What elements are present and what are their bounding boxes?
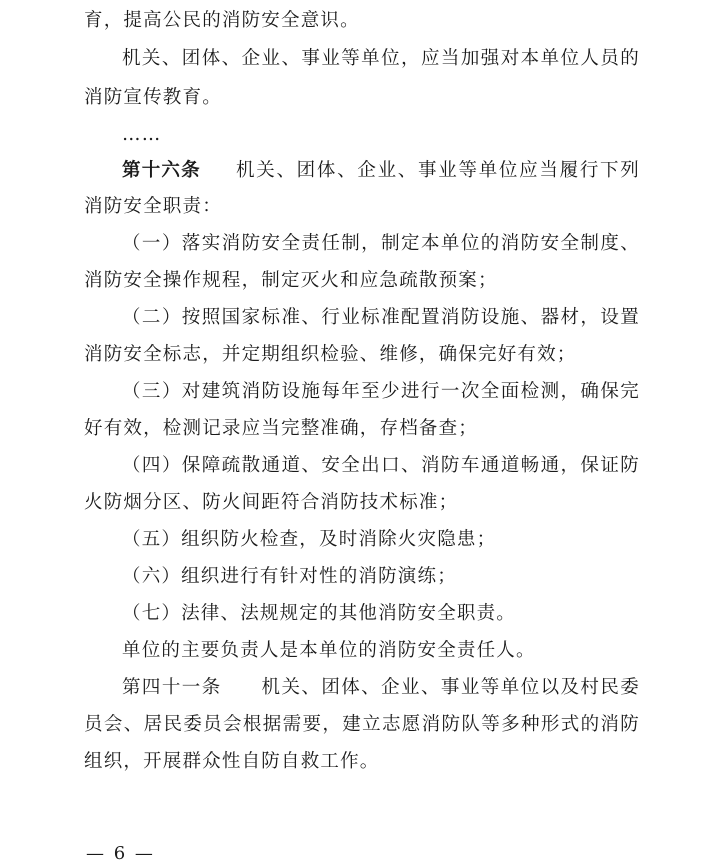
item-1-line-2: 消防安全操作规程，制定灭火和应急疏散预案； [84, 270, 498, 291]
article-16-text: 机关、团体、企业、事业等单位应当履行下列 [236, 160, 640, 181]
item-7: （七）法律、法规规定的其他消防安全职责。 [122, 603, 517, 624]
item-6: （六）组织进行有针对性的消防演练； [122, 566, 457, 587]
text-line-2: 机关、团体、企业、事业等单位，应当加强对本单位人员的 [122, 48, 640, 69]
item-2-line-2: 消防安全标志，并定期组织检验、维修，确保完好有效； [84, 344, 577, 365]
text-line-1: 育，提高公民的消防安全意识。 [84, 10, 360, 31]
item-3-line-2: 好有效，检测记录应当完整准确，存档备查； [84, 418, 479, 439]
responsible-person-line: 单位的主要负责人是本单位的消防安全责任人。 [122, 640, 536, 661]
item-1-line-1: （一）落实消防安全责任制，制定本单位的消防安全制度、 [122, 233, 640, 254]
ellipsis-line: …… [122, 124, 162, 145]
item-4-line-1: （四）保障疏散通道、安全出口、消防车通道畅通，保证防 [122, 455, 640, 476]
article-16-heading: 第十六条 [122, 160, 201, 181]
text-line-3: 消防宣传教育。 [84, 87, 222, 108]
item-3-line-1: （三）对建筑消防设施每年至少进行一次全面检测，确保完 [122, 381, 640, 402]
item-4-line-2: 火防烟分区、防火间距符合消防技术标准； [84, 492, 459, 513]
article-41-line-1: 第四十一条 机关、团体、企业、事业等单位以及村民委 [122, 677, 640, 698]
item-5: （五）组织防火检查，及时消除火灾隐患； [122, 529, 497, 550]
item-2-line-1: （二）按照国家标准、行业标准配置消防设施、器材，设置 [122, 307, 640, 328]
article-41-line-2: 员会、居民委员会根据需要，建立志愿消防队等多种形式的消防 [84, 714, 640, 735]
text-line-6: 消防安全职责： [84, 196, 222, 217]
page-number: — 6 — [86, 843, 155, 864]
article-41-line-3: 组织，开展群众性自防自救工作。 [84, 751, 380, 772]
